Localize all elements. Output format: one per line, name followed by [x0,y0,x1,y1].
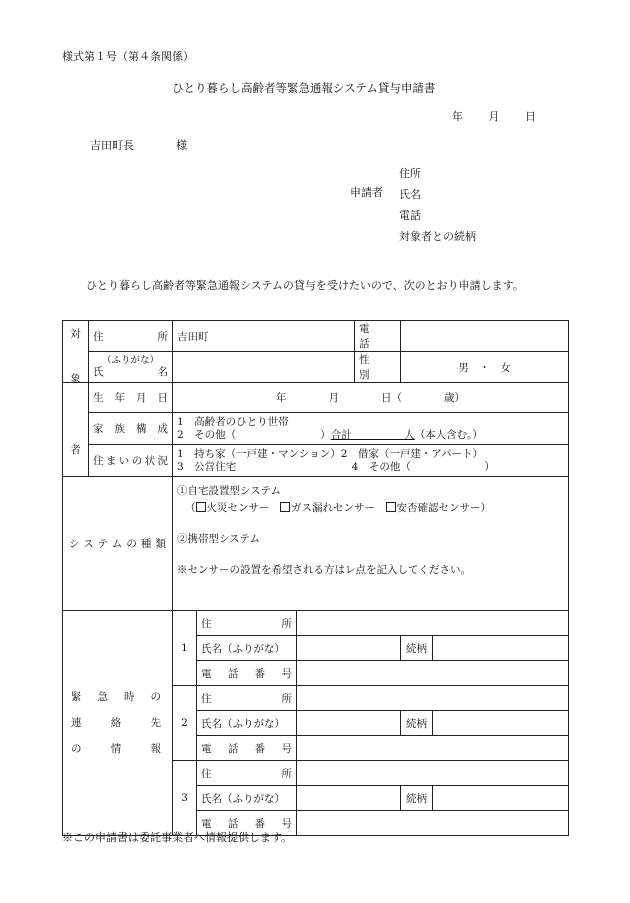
date-line [452,108,536,124]
contact-3-address-label: 住 所 [197,761,297,786]
address-value[interactable]: 吉田町 [173,321,355,352]
fire-sensor-checkbox[interactable] [196,502,206,512]
name-label-cell [89,352,173,383]
contact-2-address-value[interactable] [297,686,569,711]
sensor-note: ※センサーの設置を希望される方はレ点を記入してください。 [177,564,471,576]
family-label: 家 族 構 成 [89,413,173,445]
family-option-1[interactable]: 1 高齢者のひとり世帯 [177,416,289,429]
sensor-bracket-open: （ [185,502,196,514]
phone-label: 電 話 [355,321,401,352]
sensor-options [177,500,564,517]
system-type-label: システムの種類 [63,477,173,611]
family-options[interactable] [173,413,569,445]
applicant-relation-label: 対象者との続柄 [399,230,476,243]
safety-sensor-label: 安否確認センサー [396,502,481,514]
safety-sensor-checkbox[interactable] [386,502,396,512]
form-number: 様式第１号（第４条関係） [62,50,194,63]
applicant-phone-label: 電話 [399,209,421,222]
family-total[interactable]: 合計 人 [330,428,415,441]
address-label: 住 所 [89,321,173,352]
contact-2-phone-label: 電 話 番 号 [197,736,297,761]
request-statement: ひとり暮らし高齢者等緊急通報システムの貸与を受けたいので、次のとおり申請します。 [86,279,524,292]
family-option-2[interactable] [177,429,564,441]
applicant-address-label: 住所 [399,167,421,180]
furigana-label: （ふりがな） [101,354,159,366]
contact-3-name-label: 氏名（ふりがな） [197,786,297,811]
contact-2-number: 2 [173,686,197,761]
contact-2-phone-value[interactable] [297,736,569,761]
fire-sensor-label: 火災センサー [206,502,270,514]
contact-3-relation-label: 続柄 [401,786,433,811]
name-value[interactable] [173,352,355,383]
subject-side-label-top: 対 [63,321,89,383]
contact-1-address-label: 住 所 [197,611,297,636]
contact-2-relation-value[interactable] [433,711,569,736]
family-option-2-other[interactable]: 2 その他（ ） [177,428,331,441]
phone-value[interactable] [401,321,569,352]
family-total-note: （本人含む。） [414,428,483,441]
contact-1-phone-label: 電 話 番 号 [197,661,297,686]
contact-1-name-value[interactable] [297,636,401,661]
page-title: ひとり暮らし高齢者等緊急通報システム貸与申請書 [172,81,436,95]
contact-3-number: 3 [173,761,197,836]
application-form-table [62,320,569,836]
contact-3-name-value[interactable] [297,786,401,811]
subject-side-label-bottom: 者 [70,443,81,456]
housing-options-row-2[interactable]: 3 公営住宅 4 その他（ ） [177,460,495,473]
date-month-label: 月 [488,110,500,123]
emergency-contact-label [63,611,173,836]
date-day-label: 日 [525,110,536,123]
subject-side-label-mid-cell [63,372,89,477]
birthdate-value[interactable]: 年 月 日（ 歳） [173,383,569,413]
footnote: ※この申請書は委託事業者へ情報提供します。 [62,831,293,844]
contact-1-relation-label: 続柄 [401,636,433,661]
contact-2-name-value[interactable] [297,711,401,736]
date-year-label: 年 [452,110,463,123]
contact-1-relation-value[interactable] [433,636,569,661]
contact-2-name-label: 氏名（ふりがな） [197,711,297,736]
contact-1-name-label: 氏名（ふりがな） [197,636,297,661]
gender-options[interactable]: 男 ・ 女 [401,352,569,383]
contact-3-phone-label: 電 話 番 号 [197,811,297,836]
addressee [90,137,187,153]
gas-sensor-label: ガス漏れセンサー [291,502,375,514]
applicant-name-label: 氏名 [399,188,421,201]
system-type-1[interactable]: ①自宅設置型システム [177,485,281,497]
contact-1-phone-value[interactable] [297,661,569,686]
system-options[interactable] [173,477,569,611]
contact-1-address-value[interactable] [297,611,569,636]
emergency-label-line-3: の情報 [71,743,161,755]
contact-2-relation-label: 続柄 [401,711,433,736]
subject-side-label-mid: 象 [70,372,81,385]
contact-3-address-value[interactable] [297,761,569,786]
housing-options-row-1[interactable]: 1 持ち家（一戸建・マンション）2 借家（一戸建・アパート） [177,448,484,461]
contact-1-number: 1 [173,611,197,686]
contact-3-phone-value[interactable] [297,811,569,836]
emergency-label-line-1: 緊急時の [71,691,161,703]
emergency-label-line-2: 連絡先 [71,717,161,729]
contact-3-relation-value[interactable] [433,786,569,811]
sensor-bracket-close: ） [480,502,491,514]
applicant-fields [399,163,476,247]
housing-label: 住まいの状況 [89,445,173,477]
system-type-2[interactable]: ②携帯型システム [177,533,260,545]
contact-2-address-label: 住 所 [197,686,297,711]
housing-options[interactable] [173,445,569,477]
gas-sensor-checkbox[interactable] [280,502,290,512]
applicant-label: 申請者 [350,186,383,199]
addressee-honorific: 様 [176,139,187,152]
name-label: 氏 名 [93,366,168,379]
birthdate-label: 生 年 月 日 [89,383,173,413]
gender-label: 性 別 [355,352,401,383]
addressee-name: 吉田町長 [90,139,134,152]
